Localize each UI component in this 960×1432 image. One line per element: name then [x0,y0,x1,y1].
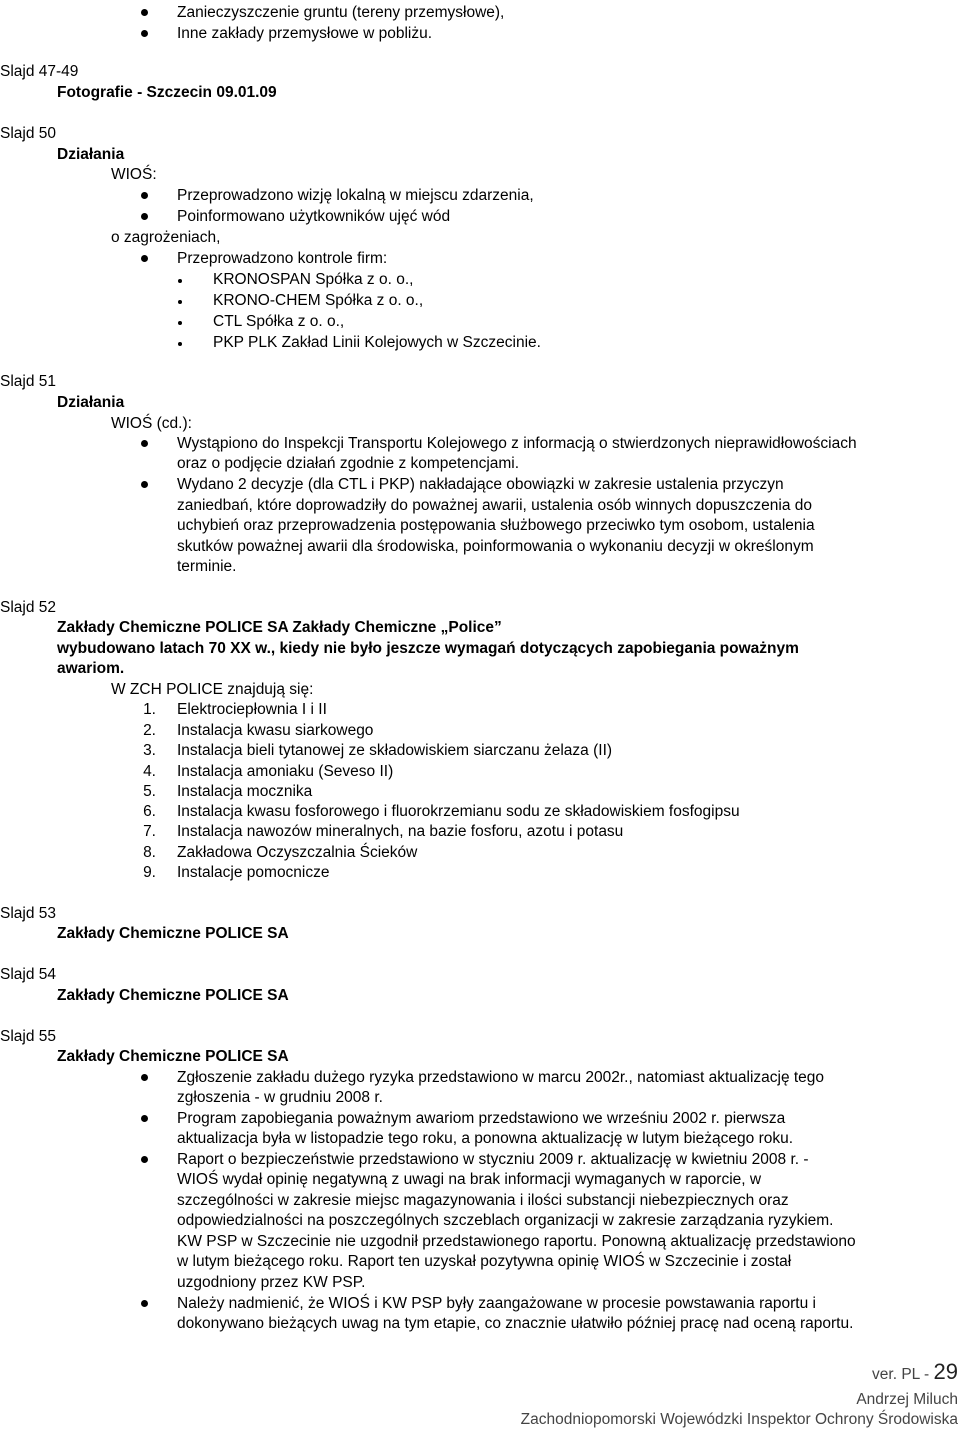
bullet-text: Zgłoszenie zakładu dużego ryzyka przedstawiono w marcu 2002r., natomiast aktualizację tego [177,1069,825,1086]
bullet-text: WIOŚ wydał opinię negatywną z uwagi na brak informacji wymaganych w raporcie, w [177,1171,762,1188]
author-name: Andrzej Miluch [856,1391,958,1408]
bullet-icon [141,1156,148,1163]
bullet-text: w lutym bieżącego roku. Raport ten uzyskał pozytywna opinię WIOŚ w Szczecinie i został [177,1253,792,1270]
bullet-icon [141,255,148,262]
slide-heading: awariom. [57,660,125,677]
list-item: Instalacja kwasu fosforowego i fluorokrzemianu sodu ze składowiskiem fosfogipsu [177,803,740,820]
slide-heading: wybudowano latach 70 XX w., kiedy nie było jeszcze wymagań dotyczących zapobiegania poważnym [57,640,799,657]
firm-item: KRONOSPAN Spółka z o. o., [213,271,414,288]
bullet-text: KW PSP w Szczecinie nie uzgodnił przedstawionego raportu. Ponowną aktualizację przedstawiono [177,1233,856,1250]
sub-bullet-icon [178,321,182,325]
bullet-text: zgłoszenia - w grudniu 2008 r. [177,1089,383,1106]
sub-bullet-icon [178,279,182,283]
sub-bullet-icon [178,342,182,346]
list-item: Zakładowa Oczyszczalnia Ścieków [177,844,418,861]
slide-label: Slajd 51 [0,373,57,390]
firm-item: PKP PLK Zakład Linii Kolejowych w Szczecinie. [213,334,541,351]
bullet-text: Przeprowadzono wizję lokalną w miejscu zdarzenia, [177,187,534,204]
bullet-text: aktualizacja była w listopadzie tego roku, a ponowna aktualizację w lutym bieżącego roku. [177,1130,794,1147]
list-number: 1. [143,701,156,718]
list-number: 4. [143,763,156,780]
list-number: 7. [143,823,156,840]
bullet-text: dokonywano bieżących uwag na tym etapie, co znacznie ułatwiło później pracę nad oceną raportu. [177,1315,854,1332]
bullet-icon [141,9,148,16]
slide-label: Slajd 54 [0,966,57,983]
bullet-icon [141,440,148,447]
bullet-text: szczególności w zakresie miejsc magazynowania i ilości substancji niebezpiecznych oraz [177,1192,789,1209]
bullet-icon [141,481,148,488]
bullet-text: Poinformowano użytkowników ujęć wód [177,208,451,225]
slide-title: Fotografie - Szczecin 09.01.09 [57,84,277,101]
list-number: 8. [143,844,156,861]
bullet-text: oraz o podjęcie działań zgodnie z kompetencjami. [177,455,520,472]
bullet-icon [141,30,148,37]
slide-label: Slajd 47-49 [0,63,79,80]
bullet-icon [141,1300,148,1307]
slide-heading: Zakłady Chemiczne POLICE SA Zakłady Chemiczne „Police” [57,619,502,636]
slide-label: Slajd 50 [0,125,57,142]
bullet-text: Przeprowadzono kontrole firm: [177,250,388,267]
list-item: Instalacja nawozów mineralnych, na bazie fosforu, azotu i potasu [177,823,624,840]
list-number: 2. [143,722,156,739]
bullet-text: Należy nadmienić, że WIOŚ i KW PSP były zaangażowane w procesie powstawania raportu i [177,1295,816,1312]
bullet-text: Inne zakłady przemysłowe w pobliżu. [177,25,433,42]
list-item: Elektrociepłownia I i II [177,701,327,718]
slide-title: Działania [57,146,125,163]
bullet-text: Zanieczyszczenie gruntu (tereny przemysłowe), [177,4,505,21]
slide-title: Zakłady Chemiczne POLICE SA [57,925,289,942]
institution-name: Zachodniopomorski Wojewódzki Inspektor Ochrony Środowiska [520,1411,958,1428]
bullet-text: Raport o bezpieczeństwie przedstawiono w styczniu 2009 r. aktualizację w kwietniu 2008 r. - [177,1151,809,1168]
list-number: 6. [143,803,156,820]
bullet-icon [141,1074,148,1081]
list-item: Instalacja bieli tytanowej ze składowiskiem siarczanu żelaza (II) [177,742,613,759]
list-item: Instalacja kwasu siarkowego [177,722,374,739]
bullet-icon [141,192,148,199]
bullet-text: terminie. [177,558,237,575]
list-number: 3. [143,742,156,759]
slide-title: Zakłady Chemiczne POLICE SA [57,987,289,1004]
bullet-icon [141,213,148,220]
bullet-text: Program zapobiegania poważnym awariom przedstawiono we wrześniu 2002 r. pierwsza [177,1110,786,1127]
slide-label: Slajd 55 [0,1028,57,1045]
slide-label: Slajd 53 [0,905,57,922]
firm-item: CTL Spółka z o. o., [213,313,345,330]
page-footer [872,1359,958,1385]
org-label: WIOŚ (cd.): [111,415,192,432]
org-label: WIOŚ: [111,166,157,183]
bullet-text: Wydano 2 decyzje (dla CTL i PKP) nakładające obowiązki w zakresie ustalenia przyczyn [177,476,784,493]
page-number: 29 [933,1359,958,1384]
bullet-text: Wystąpiono do Inspekcji Transportu Kolejowego z informacją o stwierdzonych nieprawidłowościach [177,435,857,452]
bullet-text: uchybień oraz przeprowadzenia postępowania służbowego przeciwko tym osobom, ustalenia [177,517,815,534]
list-number: 5. [143,783,156,800]
bullet-text: uzgodniony przez KW PSP. [177,1274,366,1291]
list-item: Instalacja mocznika [177,783,313,800]
bullet-text: odpowiedzialności na poszczególnych szczeblach organizacji w zakresie zarządzania ryzykiem. [177,1212,834,1229]
list-item: Instalacja amoniaku (Seveso II) [177,763,394,780]
list-item: Instalacje pomocnicze [177,864,330,881]
firm-item: KRONO-CHEM Spółka z o. o., [213,292,424,309]
bullet-icon [141,1115,148,1122]
list-number: 9. [143,864,156,881]
bullet-text-wrap: o zagrożeniach, [111,229,221,246]
slide-title: Zakłady Chemiczne POLICE SA [57,1048,289,1065]
list-intro: W ZCH POLICE znajdują się: [111,681,314,698]
bullet-text: skutków poważnej awarii dla środowiska, poinformowania o wykonaniu decyzji w określonym [177,538,814,555]
slide-title: Działania [57,394,125,411]
bullet-text: zaniedbań, które doprowadziły do poważnej awarii, ustalenia osób winnych dopuszczenia do [177,497,813,514]
version-label: ver. PL - [872,1366,930,1383]
sub-bullet-icon [178,300,182,304]
slide-label: Slajd 52 [0,599,57,616]
